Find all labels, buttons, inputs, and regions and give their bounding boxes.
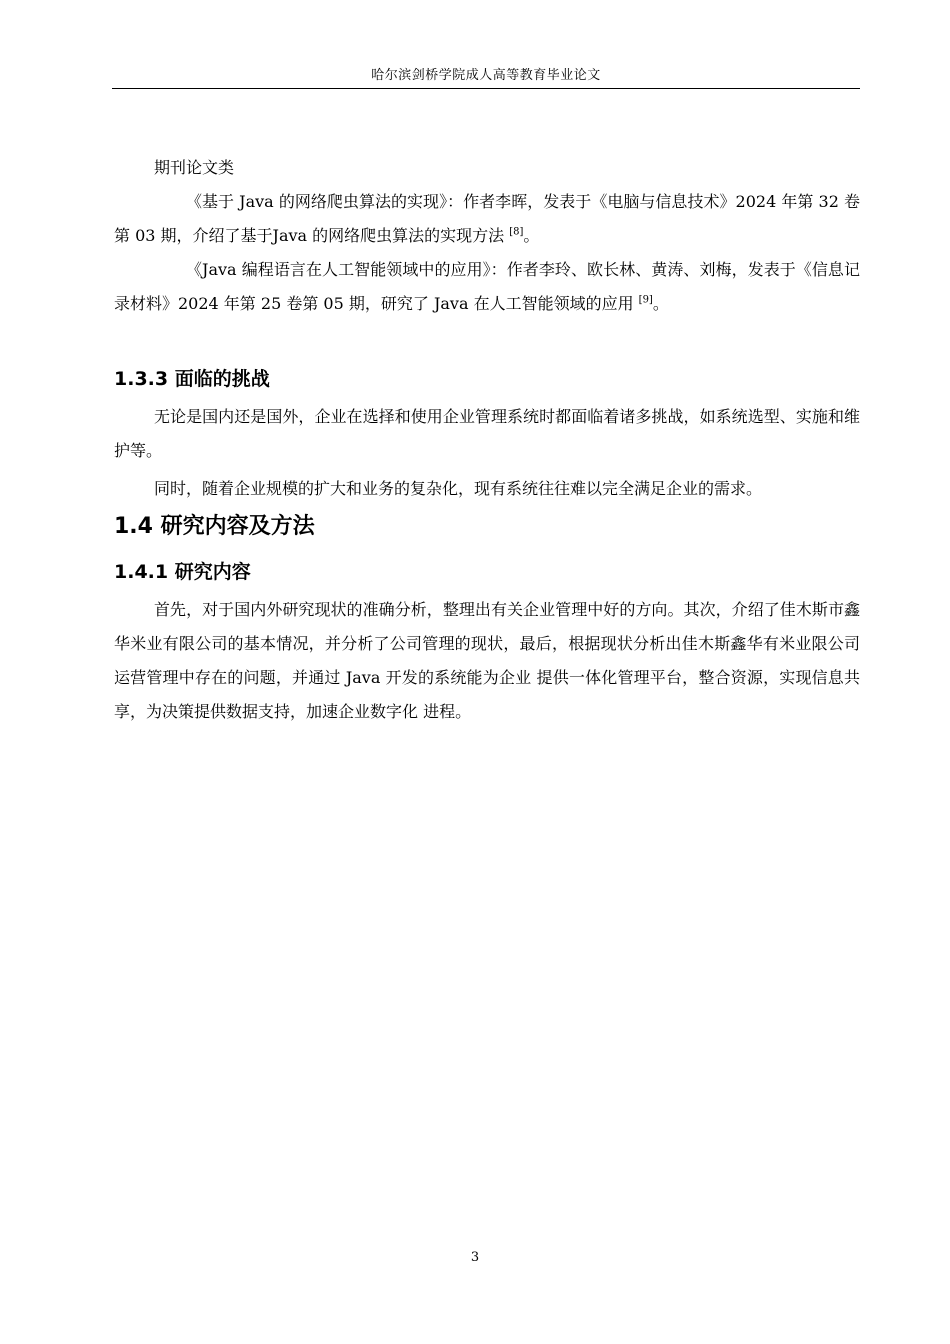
journal-heading: 期刊论文类 xyxy=(154,158,235,177)
section-heading-1-3-3: 1.3.3 面临的挑战 xyxy=(114,368,270,390)
journal-section xyxy=(114,151,860,321)
page-header-title: 哈尔滨剑桥学院成人高等教育毕业论文 xyxy=(371,68,601,83)
section-heading-1-4: 1.4 研究内容及方法 xyxy=(114,514,315,539)
page-number: 3 xyxy=(470,1250,480,1265)
header-divider xyxy=(112,88,860,89)
research-section xyxy=(114,507,860,729)
citation-marker: [9] xyxy=(638,294,653,306)
reference-tail: 。 xyxy=(652,294,669,313)
research-content-paragraph: 首先，对于国内外研究现状的准确分析，整理出有关企业管理中好的方向。其次，介绍了佳木斯市鑫华米业有限公司的基本情况，并分析了公司管理的现状，最后，根据现状分析出佳木斯鑫华有米业限公司运营管理中存在的问题，并通过 Java 开发的系统能为企业 提供一体化管理平台，整合资源，实现信息共享，为决策提供数据支持，加速企业数字化 进程。 xyxy=(114,600,860,721)
reference-text: 《Java 编程语言在人工智能领域中的应用》：作者李玲、欧长林、黄涛、刘梅，发表于《信息记录材料》2024 年第 25 卷第 05 期，研究了 Java 在人工智能领域的应用 xyxy=(114,260,860,313)
challenge-paragraph-1: 无论是国内还是国外，企业在选择和使用企业管理系统时都面临着诸多挑战，如系统选型、实施和维护等。 xyxy=(114,407,860,460)
challenge-section xyxy=(114,360,860,506)
reference-item-9 xyxy=(114,253,860,321)
reference-tail: 。 xyxy=(523,226,540,245)
reference-item-8 xyxy=(114,185,860,253)
challenge-paragraph-2: 同时，随着企业规模的扩大和业务的复杂化，现有系统往往难以完全满足企业的需求。 xyxy=(154,479,763,498)
citation-marker: [8] xyxy=(509,226,524,238)
reference-text: 《基于 Java 的网络爬虫算法的实现》：作者李晖，发表于《电脑与信息技术》2024 年第 32 卷第 03 期，介绍了基于Java 的网络爬虫算法的实现方法 xyxy=(114,192,860,245)
section-heading-1-4-1: 1.4.1 研究内容 xyxy=(114,561,251,583)
